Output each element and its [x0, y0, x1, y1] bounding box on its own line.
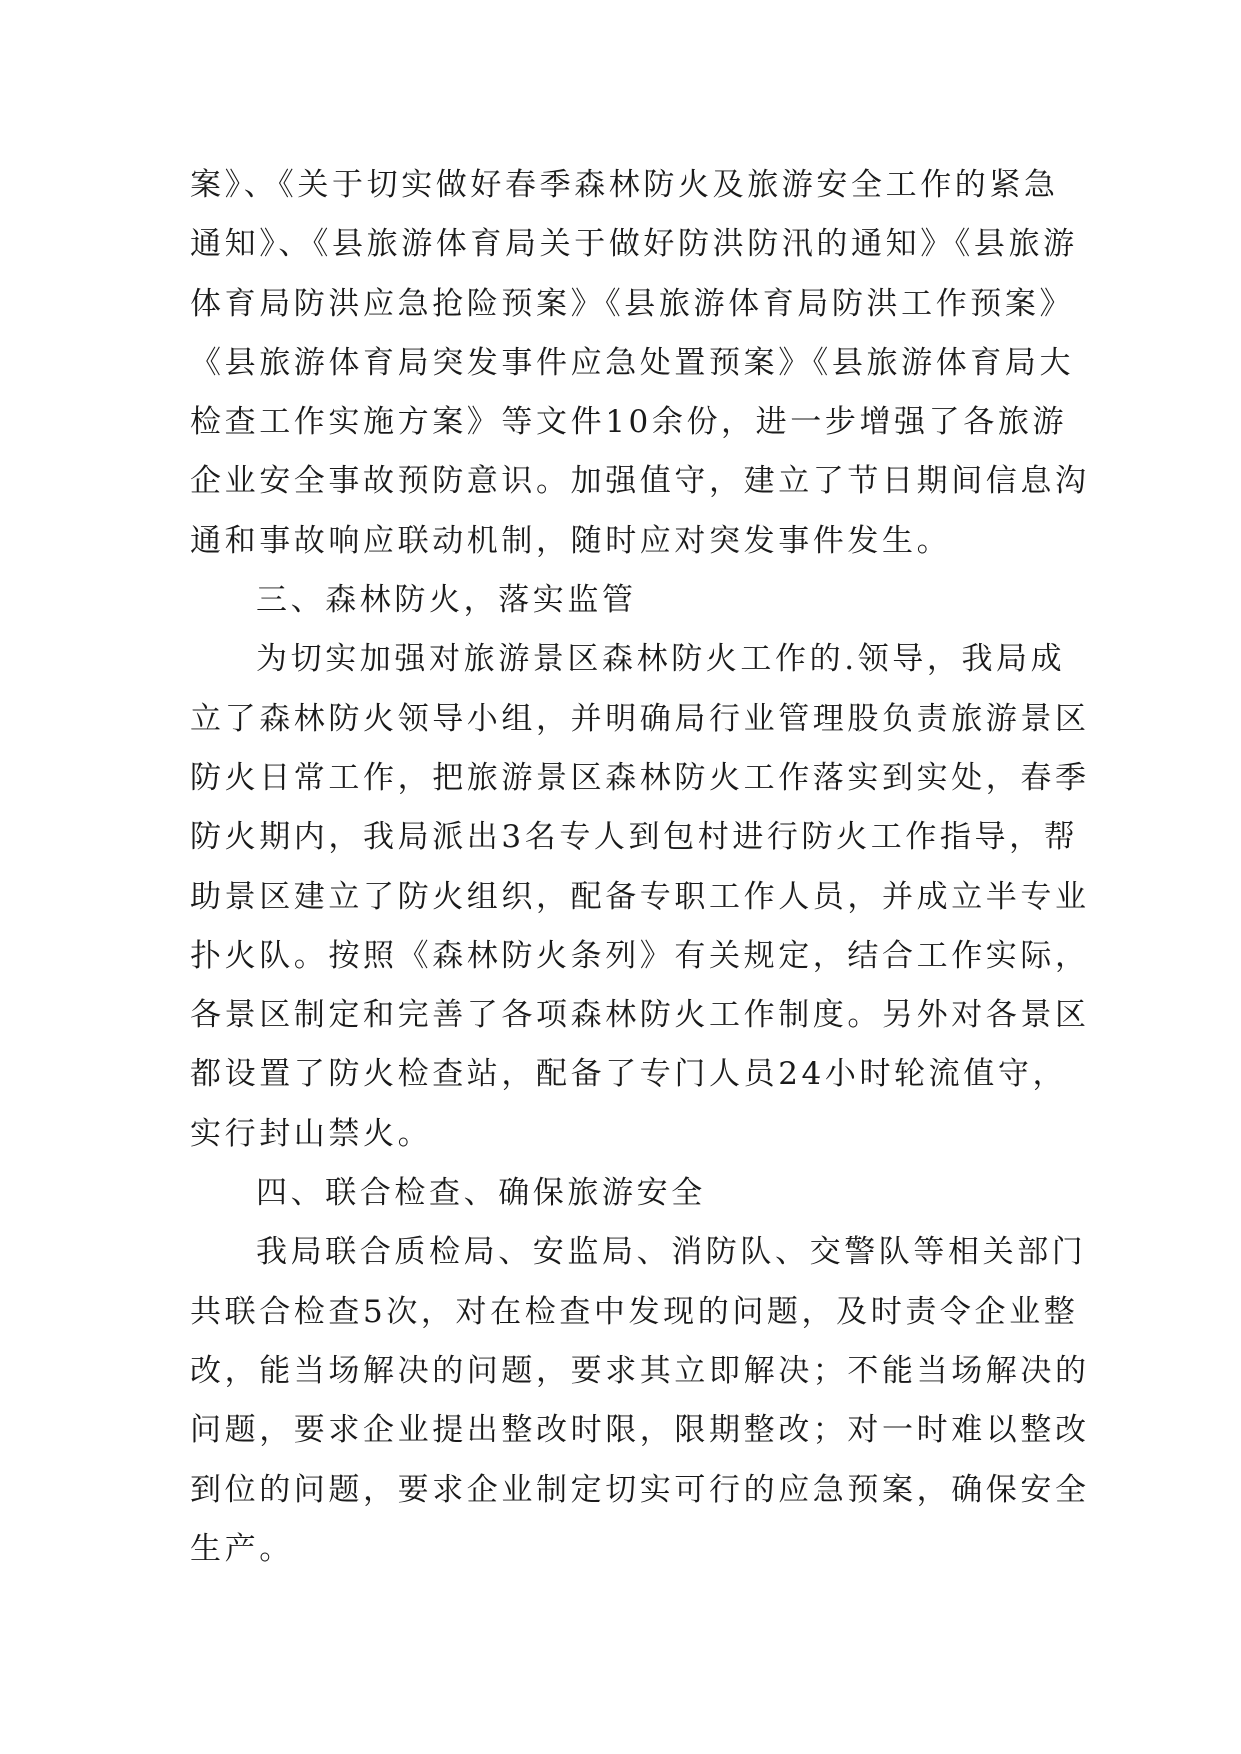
- body-line: 到位的问题，要求企业制定切实可行的应急预案，确保安全: [190, 1471, 1090, 1508]
- body-line: 防火期内，我局派出3名专人到包村进行防火工作指导，帮: [190, 819, 1079, 856]
- body-line: 我局联合质检局、安监局、消防队、交警队等相关部门: [256, 1234, 1087, 1271]
- body-line: 实行封山禁火。: [190, 1115, 433, 1152]
- section-heading: 四、联合检查、确保旅游安全: [256, 1175, 706, 1212]
- body-line: 问题，要求企业提出整改时限，限期整改；对一时难以整改: [190, 1412, 1090, 1449]
- body-line: 各景区制定和完善了各项森林防火工作制度。另外对各景区: [190, 997, 1090, 1034]
- body-line: 改，能当场解决的问题，要求其立即解决；不能当场解决的: [190, 1352, 1090, 1389]
- body-line: 案》、《关于切实做好春季森林防火及旅游安全工作的紧急: [190, 167, 1059, 203]
- body-line: 立了森林防火领导小组，并明确局行业管理股负责旅游景区: [190, 700, 1090, 737]
- body-line: 通知》、《县旅游体育局关于做好防洪防汛的通知》《县旅游: [190, 226, 1078, 263]
- body-line: 生产。: [190, 1530, 294, 1567]
- document-body: [190, 156, 1090, 1579]
- body-line: 都设置了防火检查站，配备了专门人员24小时轮流值守，: [190, 1056, 1068, 1093]
- body-line: 企业安全事故预防意识。加强值守，建立了节日期间信息沟: [190, 463, 1090, 500]
- body-line: 共联合检查5次，对在检查中发现的问题，及时责令企业整: [190, 1293, 1079, 1330]
- body-line: 扑火队。按照《森林防火条列》有关规定，结合工作实际，: [190, 937, 1090, 974]
- body-line: 助景区建立了防火组织，配备专职工作人员，并成立半专业: [190, 878, 1090, 915]
- section-heading: 三、森林防火，落实监管: [256, 582, 637, 619]
- body-line: 体育局防洪应急抢险预案》《县旅游体育局防洪工作预案》: [190, 285, 1075, 322]
- body-line: 通和事故响应联动机制，随时应对突发事件发生。: [190, 522, 952, 559]
- body-line: 为切实加强对旅游景区森林防火工作的.领导，我局成: [256, 641, 1066, 678]
- body-line: 《县旅游体育局突发事件应急处置预案》《县旅游体育局大: [190, 344, 1075, 381]
- body-line: 防火日常工作，把旅游景区森林防火工作落实到实处，春季: [190, 759, 1090, 796]
- body-line: 检查工作实施方案》等文件10余份，进一步增强了各旅游: [190, 404, 1068, 441]
